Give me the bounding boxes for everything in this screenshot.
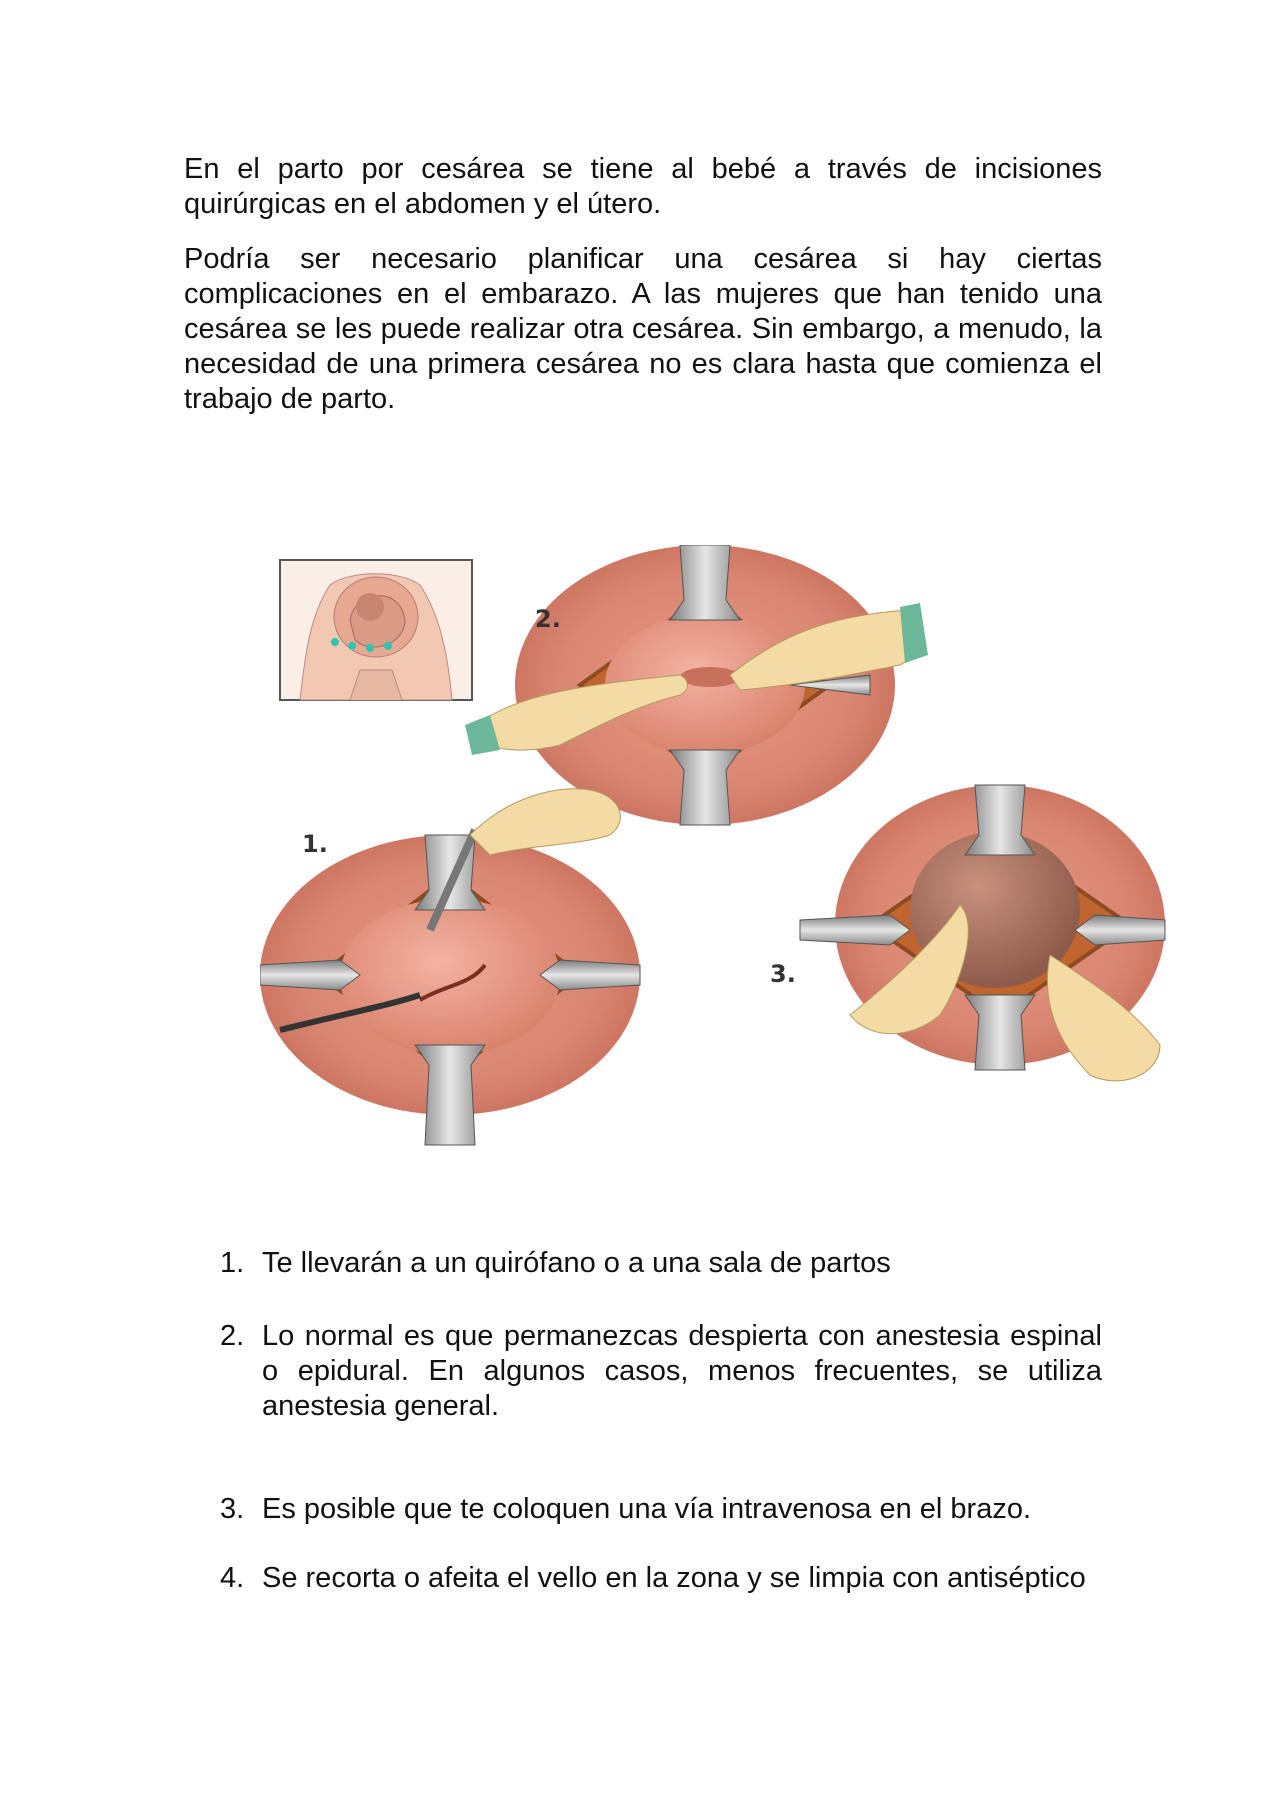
list-item-text: Lo normal es que permanezcas despierta con anestesia espinal o epidural. En algunos casos, menos frecuentes, se utiliza anestesia general.: [262, 1320, 1102, 1422]
list-item-number: 2.: [220, 1320, 245, 1352]
incision-mark: [348, 642, 356, 650]
incision-mark: [384, 642, 392, 650]
list-item-text: Te llevarán a un quirófano o a una sala de partos: [262, 1247, 891, 1279]
list-item: [220, 1319, 1102, 1424]
list-item-number: 4.: [220, 1562, 245, 1594]
list-item-number: 3.: [220, 1493, 245, 1525]
incision-mark: [366, 644, 374, 652]
inset-abdomen: [280, 560, 472, 700]
incision-mark: [331, 638, 339, 646]
step-2-illustration: [465, 545, 928, 825]
step-label-1: 1.: [302, 830, 328, 858]
list-item: [220, 1246, 1102, 1281]
step-3-illustration: [800, 785, 1165, 1081]
list-item-text: Se recorta o afeita el vello en la zona y se limpia con antiséptico: [262, 1562, 1086, 1594]
intro-paragraph: En el parto por cesárea se tiene al bebé a través de incisiones quirúrgicas en el abdomen y el útero.: [184, 153, 1102, 220]
list-item-text: Es posible que te coloquen una vía intravenosa en el brazo.: [262, 1493, 1032, 1525]
list-item: [220, 1561, 1102, 1596]
step-label-3: 3.: [770, 960, 796, 988]
list-item: [220, 1492, 1102, 1527]
cesarean-illustration: [260, 545, 1170, 1150]
step-label-2: 2.: [535, 605, 561, 633]
list-item-number: 1.: [220, 1247, 245, 1279]
planning-paragraph: Podría ser necesario planificar una cesárea si hay ciertas complicaciones en el embarazo. A las mujeres que han tenido una cesárea se les puede realizar otra cesárea. Sin embargo, a menudo, la necesidad de una primera cesárea no es clara hasta que comienza el trabajo de parto.: [184, 243, 1102, 415]
